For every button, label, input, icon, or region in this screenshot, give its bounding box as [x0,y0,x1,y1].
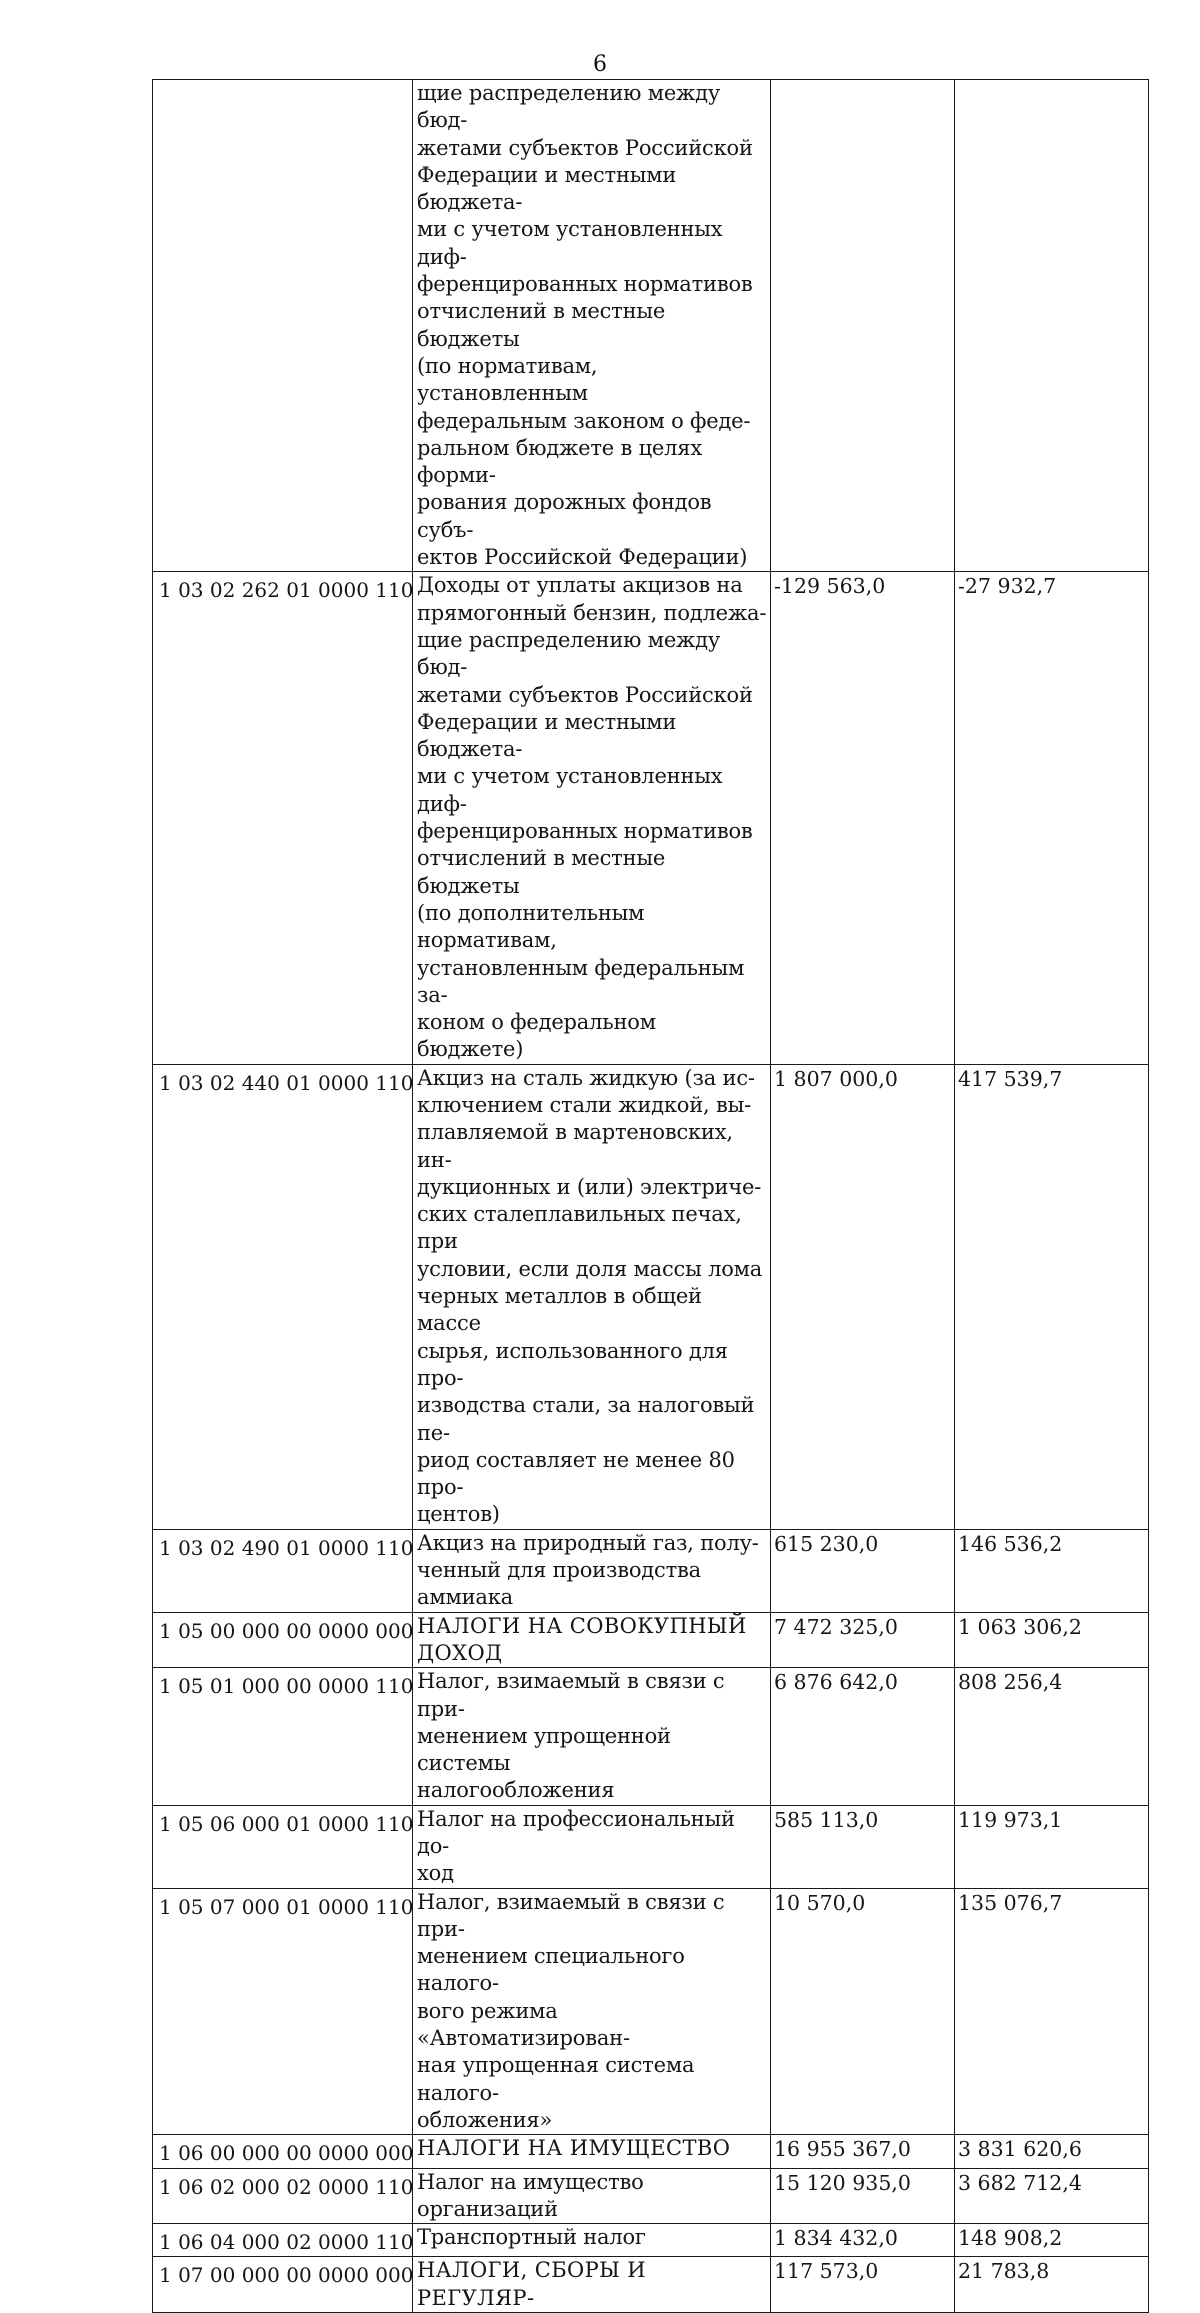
executed-amount-cell: 417 539,7 [955,1064,1149,1529]
table-row [153,2135,1149,2168]
revenue-name-cell: НАЛОГИ НА ИМУЩЕСТВО [413,2135,771,2168]
table-row [153,2168,1149,2224]
budget-code-cell [153,80,413,572]
planned-amount-cell: 15 120 935,0 [771,2168,955,2224]
revenue-name-cell: НАЛОГИ НА СОВОКУПНЫЙ ДОХОД [413,1612,771,1668]
table-row [153,1805,1149,1888]
table-row [153,80,1149,572]
planned-amount-cell [771,80,955,572]
budget-code-cell: 1 05 00 000 00 0000 000 [153,1612,413,1668]
table-row [153,2224,1149,2257]
table-row [153,1668,1149,1805]
planned-amount-cell: 7 472 325,0 [771,1612,955,1668]
planned-amount-cell: 585 113,0 [771,1805,955,1888]
revenue-name-cell: Акциз на природный газ, полу- ченный для производства аммиака [413,1529,771,1612]
planned-amount-cell: 10 570,0 [771,1888,955,2135]
budget-code-cell: 1 05 07 000 01 0000 110 [153,1888,413,2135]
table-row [153,572,1149,1064]
revenue-name-cell: Налог, взимаемый в связи с при- менением специального налого- вого режима «Автоматизирован- ная упрощенная система налого- обложения» [413,1888,771,2135]
budget-code-cell: 1 03 02 440 01 0000 110 [153,1064,413,1529]
revenue-name-cell: Налог, взимаемый в связи с при- менением упрощенной системы налогообложения [413,1668,771,1805]
executed-amount-cell: -27 932,7 [955,572,1149,1064]
budget-code-cell: 1 03 02 490 01 0000 110 [153,1529,413,1612]
budget-code-cell: 1 06 02 000 02 0000 110 [153,2168,413,2224]
planned-amount-cell: 615 230,0 [771,1529,955,1612]
planned-amount-cell: -129 563,0 [771,572,955,1064]
planned-amount-cell: 1 807 000,0 [771,1064,955,1529]
executed-amount-cell [955,80,1149,572]
planned-amount-cell: 16 955 367,0 [771,2135,955,2168]
revenue-name-cell: Акциз на сталь жидкую (за ис- ключением стали жидкой, вы- плавляемой в мартеновских, ин- дукционных и (или) электриче- ских сталеплавильных печах, при условии, если доля массы лома черных металлов в общей массе сырья, использованного для про- изводства стали, за налоговый пе- риод составляет не менее 80 про- центов) [413,1064,771,1529]
planned-amount-cell: 1 834 432,0 [771,2224,955,2257]
planned-amount-cell: 6 876 642,0 [771,1668,955,1805]
table-row [153,1064,1149,1529]
budget-code-cell: 1 07 00 000 00 0000 000 [153,2257,413,2313]
revenue-name-cell: НАЛОГИ, СБОРЫ И РЕГУЛЯР- [413,2257,771,2313]
executed-amount-cell: 148 908,2 [955,2224,1149,2257]
table-row [153,1612,1149,1668]
page-number: 6 [593,52,607,77]
executed-amount-cell: 146 536,2 [955,1529,1149,1612]
budget-code-cell: 1 05 01 000 00 0000 110 [153,1668,413,1805]
table-body [153,80,1149,2313]
table-row [153,1529,1149,1612]
table-row [153,1888,1149,2135]
executed-amount-cell: 3 682 712,4 [955,2168,1149,2224]
revenue-name-cell: Доходы от уплаты акцизов на прямогонный бензин, подлежа- щие распределению между бюд- жетами субъектов Российской Федерации и местными бюджета- ми с учетом установленных диф- ференцированных нормативов отчислений в местные бюджеты (по дополнительным нормативам, установленным федеральным за- коном о федеральном бюджете) [413,572,771,1064]
executed-amount-cell: 808 256,4 [955,1668,1149,1805]
executed-amount-cell: 135 076,7 [955,1888,1149,2135]
budget-code-cell: 1 05 06 000 01 0000 110 [153,1805,413,1888]
revenue-name-cell: Налог на имущество организаций [413,2168,771,2224]
budget-code-cell: 1 03 02 262 01 0000 110 [153,572,413,1064]
executed-amount-cell: 1 063 306,2 [955,1612,1149,1668]
planned-amount-cell: 117 573,0 [771,2257,955,2313]
revenue-name-cell: Налог на профессиональный до- ход [413,1805,771,1888]
executed-amount-cell: 119 973,1 [955,1805,1149,1888]
budget-code-cell: 1 06 04 000 02 0000 110 [153,2224,413,2257]
table-row [153,2257,1149,2313]
budget-revenue-table [152,79,1149,2313]
executed-amount-cell: 21 783,8 [955,2257,1149,2313]
budget-code-cell: 1 06 00 000 00 0000 000 [153,2135,413,2168]
revenue-name-cell: Транспортный налог [413,2224,771,2257]
executed-amount-cell: 3 831 620,6 [955,2135,1149,2168]
revenue-name-cell: щие распределению между бюд- жетами субъектов Российской Федерации и местными бюджета- ми с учетом установленных диф- ференцированных нормативов отчислений в местные бюджеты (по нормативам, установленным федеральным законом о феде- ральном бюджете в целях форми- рования дорожных фондов субъ- ектов Российской Федерации) [413,80,771,572]
